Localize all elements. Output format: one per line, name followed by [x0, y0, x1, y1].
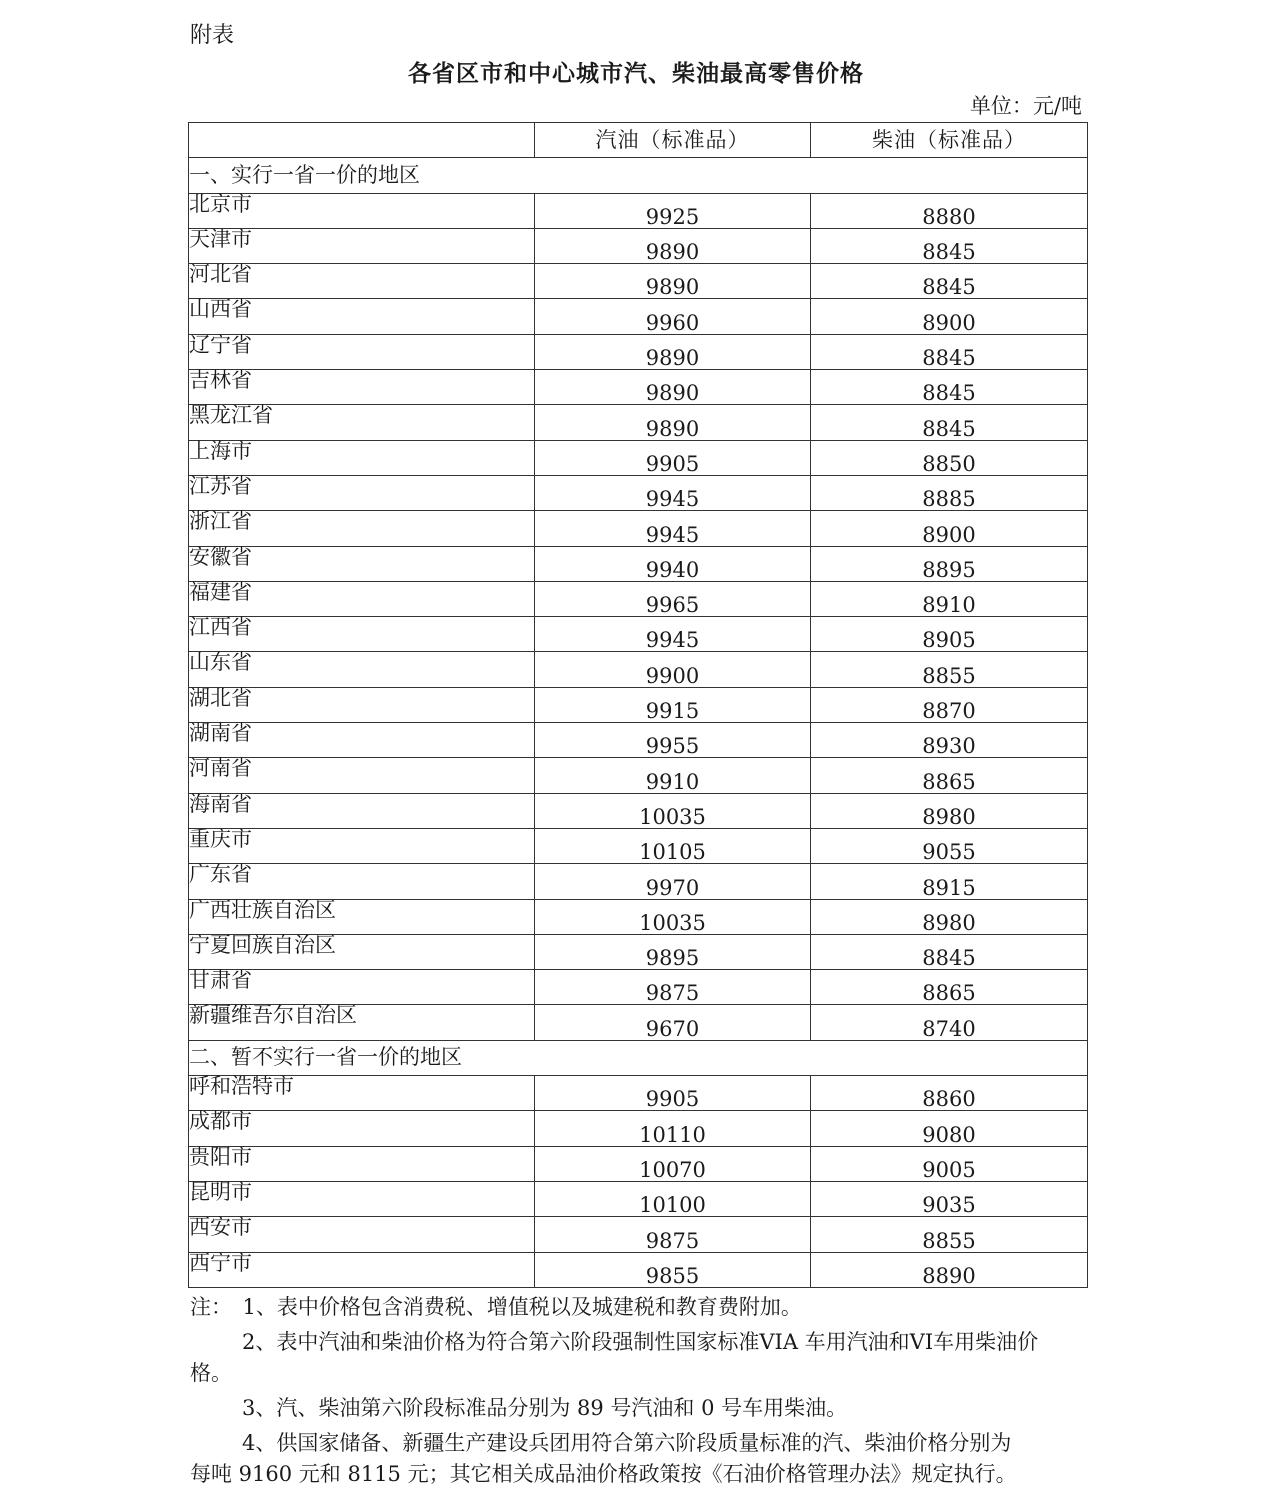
- diesel-price-cell: 8845: [811, 934, 1088, 969]
- region-cell: 海南省: [189, 793, 535, 828]
- diesel-price-cell: 8860: [811, 1076, 1088, 1111]
- diesel-price-cell: 8850: [811, 440, 1088, 475]
- region-cell: 辽宁省: [189, 334, 535, 369]
- diesel-price-cell: 8980: [811, 899, 1088, 934]
- gasoline-price-cell: 9925: [535, 193, 811, 228]
- gasoline-price-cell: 9890: [535, 334, 811, 369]
- table-row: [189, 687, 1088, 722]
- gasoline-price-cell: 9905: [535, 1076, 811, 1111]
- section-label: 二、暂不实行一省一价的地区: [189, 1040, 1088, 1075]
- diesel-price-cell: 8915: [811, 864, 1088, 899]
- header-gasoline: 汽油（标准品）: [535, 123, 811, 158]
- region-cell: 河北省: [189, 264, 535, 299]
- region-cell: 宁夏回族自治区: [189, 934, 535, 969]
- price-table: [188, 122, 1088, 1288]
- gasoline-price-cell: 10035: [535, 793, 811, 828]
- gasoline-price-cell: 9905: [535, 440, 811, 475]
- table-row: [189, 1181, 1088, 1216]
- diesel-price-cell: 8900: [811, 299, 1088, 334]
- table-row: [189, 1252, 1088, 1287]
- gasoline-price-cell: 10110: [535, 1111, 811, 1146]
- table-row: [189, 1217, 1088, 1252]
- gasoline-price-cell: 9945: [535, 511, 811, 546]
- table-row: [189, 899, 1088, 934]
- region-cell: 山东省: [189, 652, 535, 687]
- note-3: 3、汽、柴油第六阶段标准品分别为 89 号汽油和 0 号车用柴油。: [242, 1396, 848, 1420]
- gasoline-price-cell: 9890: [535, 228, 811, 263]
- diesel-price-cell: 8855: [811, 1217, 1088, 1252]
- diesel-price-cell: 8740: [811, 1005, 1088, 1040]
- diesel-price-cell: 8865: [811, 758, 1088, 793]
- table-row: [189, 299, 1088, 334]
- diesel-price-cell: 8845: [811, 228, 1088, 263]
- diesel-price-cell: 8900: [811, 511, 1088, 546]
- region-cell: 天津市: [189, 228, 535, 263]
- region-cell: 甘肃省: [189, 970, 535, 1005]
- gasoline-price-cell: 9960: [535, 299, 811, 334]
- gasoline-price-cell: 9955: [535, 723, 811, 758]
- table-row: [189, 828, 1088, 863]
- gasoline-price-cell: 9855: [535, 1252, 811, 1287]
- table-row: [189, 1076, 1088, 1111]
- gasoline-price-cell: 9945: [535, 617, 811, 652]
- region-cell: 安徽省: [189, 546, 535, 581]
- appendix-label: 附表: [190, 23, 235, 48]
- table-row: [189, 1111, 1088, 1146]
- table-header-row: [189, 123, 1088, 158]
- gasoline-price-cell: 9890: [535, 405, 811, 440]
- region-cell: 江苏省: [189, 475, 535, 510]
- page-title: 各省区市和中心城市汽、柴油最高零售价格: [408, 61, 864, 87]
- section-label: 一、实行一省一价的地区: [189, 158, 1088, 193]
- gasoline-price-cell: 10035: [535, 899, 811, 934]
- table-row: [189, 334, 1088, 369]
- diesel-price-cell: 8905: [811, 617, 1088, 652]
- gasoline-price-cell: 9890: [535, 264, 811, 299]
- region-cell: 湖南省: [189, 723, 535, 758]
- table-row: [189, 511, 1088, 546]
- gasoline-price-cell: 10100: [535, 1181, 811, 1216]
- diesel-price-cell: 8845: [811, 405, 1088, 440]
- gasoline-price-cell: 9895: [535, 934, 811, 969]
- unit-label: 单位：元/吨: [969, 94, 1082, 118]
- table-row: [189, 652, 1088, 687]
- note-1: 注： 1、表中价格包含消费税、增值税以及城建税和教育费附加。: [190, 1295, 802, 1319]
- diesel-price-cell: 8910: [811, 581, 1088, 616]
- gasoline-price-cell: 9875: [535, 1217, 811, 1252]
- region-cell: 河南省: [189, 758, 535, 793]
- note-2-cont: 格。: [190, 1361, 232, 1385]
- diesel-price-cell: 8845: [811, 334, 1088, 369]
- region-cell: 广西壮族自治区: [189, 899, 535, 934]
- table-row: [189, 1146, 1088, 1181]
- region-cell: 贵阳市: [189, 1146, 535, 1181]
- diesel-price-cell: 8895: [811, 546, 1088, 581]
- diesel-price-cell: 9035: [811, 1181, 1088, 1216]
- gasoline-price-cell: 9945: [535, 475, 811, 510]
- gasoline-price-cell: 9670: [535, 1005, 811, 1040]
- table-row: [189, 228, 1088, 263]
- region-cell: 成都市: [189, 1111, 535, 1146]
- region-cell: 山西省: [189, 299, 535, 334]
- region-cell: 重庆市: [189, 828, 535, 863]
- gasoline-price-cell: 9940: [535, 546, 811, 581]
- table-row: [189, 264, 1088, 299]
- note-4-cont: 每吨 9160 元和 8115 元；其它相关成品油价格政策按《石油价格管理办法》规定执行。: [190, 1462, 1017, 1486]
- table-row: [189, 864, 1088, 899]
- section-row: [189, 158, 1088, 193]
- region-cell: 湖北省: [189, 687, 535, 722]
- table-row: [189, 758, 1088, 793]
- table-row: [189, 581, 1088, 616]
- table-row: [189, 934, 1088, 969]
- gasoline-price-cell: 9875: [535, 970, 811, 1005]
- diesel-price-cell: 8885: [811, 475, 1088, 510]
- diesel-price-cell: 8880: [811, 193, 1088, 228]
- diesel-price-cell: 9005: [811, 1146, 1088, 1181]
- table-row: [189, 617, 1088, 652]
- table-body: [189, 158, 1088, 1288]
- table-row: [189, 546, 1088, 581]
- diesel-price-cell: 8890: [811, 1252, 1088, 1287]
- region-cell: 上海市: [189, 440, 535, 475]
- region-cell: 江西省: [189, 617, 535, 652]
- gasoline-price-cell: 9890: [535, 370, 811, 405]
- gasoline-price-cell: 10105: [535, 828, 811, 863]
- region-cell: 福建省: [189, 581, 535, 616]
- note-4: 4、供国家储备、新疆生产建设兵团用符合第六阶段质量标准的汽、柴油价格分别为: [242, 1431, 1012, 1455]
- header-region: [189, 123, 535, 158]
- region-cell: 吉林省: [189, 370, 535, 405]
- notes: [190, 1292, 1087, 1490]
- gasoline-price-cell: 9900: [535, 652, 811, 687]
- diesel-price-cell: 8870: [811, 687, 1088, 722]
- section-row: [189, 1040, 1088, 1075]
- diesel-price-cell: 8930: [811, 723, 1088, 758]
- region-cell: 昆明市: [189, 1181, 535, 1216]
- diesel-price-cell: 9080: [811, 1111, 1088, 1146]
- region-cell: 西安市: [189, 1217, 535, 1252]
- region-cell: 浙江省: [189, 511, 535, 546]
- note-2: 2、表中汽油和柴油价格为符合第六阶段强制性国家标准VIA 车用汽油和VI车用柴油价: [242, 1330, 1039, 1354]
- region-cell: 新疆维吾尔自治区: [189, 1005, 535, 1040]
- table-row: [189, 723, 1088, 758]
- gasoline-price-cell: 9970: [535, 864, 811, 899]
- region-cell: 黑龙江省: [189, 405, 535, 440]
- table-row: [189, 793, 1088, 828]
- table-row: [189, 475, 1088, 510]
- table-row: [189, 370, 1088, 405]
- region-cell: 西宁市: [189, 1252, 535, 1287]
- gasoline-price-cell: 10070: [535, 1146, 811, 1181]
- diesel-price-cell: 8845: [811, 370, 1088, 405]
- gasoline-price-cell: 9915: [535, 687, 811, 722]
- table-row: [189, 440, 1088, 475]
- table-row: [189, 970, 1088, 1005]
- table-row: [189, 1005, 1088, 1040]
- table-row: [189, 405, 1088, 440]
- diesel-price-cell: 8855: [811, 652, 1088, 687]
- diesel-price-cell: 9055: [811, 828, 1088, 863]
- diesel-price-cell: 8865: [811, 970, 1088, 1005]
- region-cell: 北京市: [189, 193, 535, 228]
- diesel-price-cell: 8980: [811, 793, 1088, 828]
- region-cell: 呼和浩特市: [189, 1076, 535, 1111]
- table-row: [189, 193, 1088, 228]
- gasoline-price-cell: 9965: [535, 581, 811, 616]
- region-cell: 广东省: [189, 864, 535, 899]
- diesel-price-cell: 8845: [811, 264, 1088, 299]
- gasoline-price-cell: 9910: [535, 758, 811, 793]
- header-diesel: 柴油（标准品）: [811, 123, 1088, 158]
